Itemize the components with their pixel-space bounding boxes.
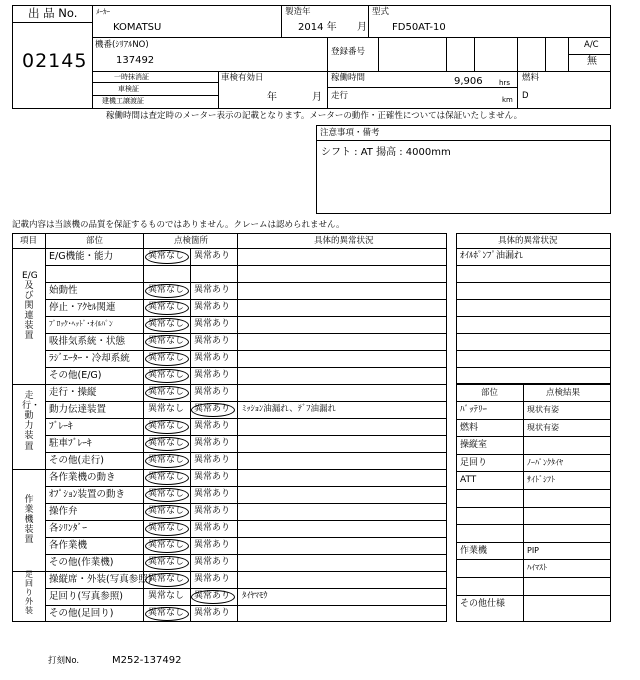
result-row-divider [456,559,611,560]
check-abnormal-option[interactable]: 異常あり [194,506,231,516]
selected-circle-mark [145,369,189,383]
table-row-divider [12,384,447,385]
notes-divider [316,140,611,141]
result-col-result: 点検結果 [546,388,581,398]
check-normal-option[interactable]: 異常なし [148,557,185,567]
check-normal-option[interactable]: 異常なし [148,251,185,261]
header-divider [474,37,475,71]
check-abnormal-option[interactable]: 異常あり [194,404,231,414]
selected-circle-mark [145,352,189,366]
ac-value: 無 [587,56,597,67]
check-normal-option[interactable]: 異常なし [148,302,185,312]
selected-circle-mark [145,607,189,621]
table-row-part: 走行・操縦 [49,387,97,398]
check-abnormal-option[interactable]: 異常あり [194,319,231,329]
check-abnormal-option[interactable]: 異常あり [194,353,231,363]
lot-label: 出 品 No. [28,6,78,20]
fuel-value: D [522,91,529,101]
model-value: FD50AT-10 [392,22,446,33]
header-divider [92,95,218,96]
serial-label: 機番(ｼﾘｱﾙNO) [95,40,149,50]
table-row-part: その他(走行) [49,455,104,466]
table-row-part: ﾌﾞﾛｯｸ･ﾍｯﾄﾞ･ｵｲﾙﾊﾟﾝ [49,319,113,328]
inspection-month-unit: 月 [312,92,322,103]
table-row-part: 操作弁 [49,506,78,517]
notes-label: 注意事項・備考 [320,128,380,138]
table-row-divider [45,605,447,606]
vehicle-cert-label: 車検証 [118,85,139,93]
table-row-divider [45,299,447,300]
table-row-part: 始動性 [49,285,78,296]
check-normal-option[interactable]: 異常なし [148,404,185,414]
table-row-part: 停止・ｱｸｾﾙ関連 [49,302,116,313]
mileage-unit: km [502,96,513,104]
result-row-part: 操縦室 [460,440,488,451]
result-header-divider [456,401,611,402]
reg-label: 登録番号 [331,47,366,57]
table-row-part: E/G機能・能力 [49,251,114,262]
check-normal-option[interactable]: 異常なし [148,608,185,618]
header-divider [568,37,569,71]
selected-circle-mark [145,471,189,485]
result-row-divider [456,471,611,472]
selected-circle-mark [145,250,189,264]
table-row-part: ﾗｼﾞｴｰﾀｰ・冷却系統 [49,353,130,364]
check-normal-option[interactable]: 異常なし [148,370,185,380]
selected-circle-mark [145,420,189,434]
year-label: 製造年 [285,7,311,17]
check-normal-option[interactable]: 異常なし [148,591,185,601]
check-normal-option[interactable]: 異常なし [148,489,185,499]
table-row-divider [45,537,447,538]
result-row-divider [456,436,611,437]
check-abnormal-option[interactable]: 異常あり [194,523,231,533]
header-divider [218,71,219,109]
check-normal-option[interactable]: 異常なし [148,523,185,533]
header-divider [378,37,379,71]
inspection-year-unit: 年 [267,92,277,103]
table-row-divider [45,418,447,419]
group-label: 作業機装置 [24,494,34,546]
result-row-value: 現状有姿 [527,422,559,432]
result-row-divider [456,542,611,543]
notes-box [316,125,611,214]
selected-circle-mark [145,539,189,553]
table-row-part: その他(作業機) [49,557,114,568]
group-label: E/G及び関連装置 [22,270,38,342]
table-col-divider [143,233,144,622]
check-abnormal-option[interactable]: 異常あり [194,438,231,448]
table-row-divider [45,554,447,555]
mileage-label: 走行 [331,91,349,101]
table-row-part: 各ｼﾘﾝﾀﾞｰ [49,523,88,534]
table-row-divider [45,265,447,266]
table-row-divider [45,401,447,402]
right-detail-divider [456,299,611,300]
inspection-expiry-label: 車検有効日 [221,73,264,83]
right-detail-divider [456,333,611,334]
check-abnormal-option[interactable]: 異常あり [194,251,231,261]
engraving-value: M252-137492 [112,655,182,666]
result-row-divider [456,507,611,508]
table-row-part: 足回り(写真参照) [49,591,123,602]
table-row-divider [45,435,447,436]
table-row-divider [45,486,447,487]
right-detail-divider [456,282,611,283]
temp-reg-label: 一時抹消証 [114,73,149,81]
header-divider [281,5,282,37]
hours-notice: 稼働時間は査定時のメーター表示の記載となります。メーターの動作・正確性については保証いたしません。 [106,111,523,121]
check-abnormal-option[interactable]: 異常あり [194,455,231,465]
selected-circle-mark [145,335,189,349]
header-divider [568,54,611,55]
selected-circle-mark [191,590,235,604]
check-abnormal-option[interactable]: 異常あり [194,608,231,618]
result-col-divider [523,384,524,622]
check-abnormal-option[interactable]: 異常あり [194,285,231,295]
result-row-value: ﾊｲﾏｽﾄ [527,563,547,573]
table-row-divider [45,452,447,453]
right-detail-divider [456,350,611,351]
check-abnormal-option[interactable]: 異常あり [194,574,231,584]
result-row-part: その他仕様 [460,598,506,609]
check-normal-option[interactable]: 異常なし [148,574,185,584]
selected-circle-mark [145,318,189,332]
header-divider [446,37,447,71]
check-normal-option[interactable]: 異常なし [148,506,185,516]
notes-text: シフト : AT 揚高 : 4000mm [321,147,451,158]
selected-circle-mark [145,522,189,536]
table-row-part: 吸排気系統・状態 [49,336,126,347]
check-normal-option[interactable]: 異常なし [148,455,185,465]
result-row-part: 足回り [460,457,488,468]
right-detail-divider [456,367,611,368]
hours-value: 9,906 [454,76,483,87]
table-row-divider [45,588,447,589]
table-row-divider [45,316,447,317]
engraving-label: 打刻No. [48,656,80,666]
month-unit: 月 [357,22,367,33]
table-row-part: 各作業機 [49,540,88,551]
result-row-value: ｻｲﾄﾞｼﾌﾄ [527,475,555,485]
col-check-header: 点検箇所 [174,236,209,246]
result-row-divider [456,577,611,578]
right-detail-divider [456,265,611,266]
col-detail-header: 具体的異常状況 [314,236,374,246]
result-table-frame [456,384,611,622]
right-detail-divider [456,248,611,249]
check-normal-option[interactable]: 異常なし [148,285,185,295]
check-normal-option[interactable]: 異常なし [148,336,185,346]
table-col-divider [45,233,46,622]
check-abnormal-option[interactable]: 異常あり [194,591,231,601]
result-row-divider [456,419,611,420]
construction-cert-label: 建機工譲渡証 [102,97,144,105]
group-label: 走行・動力装置 [22,391,41,452]
check-normal-option[interactable]: 異常なし [148,540,185,550]
table-row-divider [12,469,447,470]
header-divider [92,82,218,83]
check-abnormal-option[interactable]: 異常あり [194,387,231,397]
selected-circle-mark [145,301,189,315]
table-header-divider [12,248,447,249]
table-row-part: 操縦席・外装(写真参照) [49,574,152,585]
col-item-header: 項目 [20,236,38,246]
header-divider [92,5,93,109]
maker-label: ﾒｰｶｰ [96,8,110,16]
selected-circle-mark [145,488,189,502]
result-row-value: PIP [527,545,540,555]
header-divider [368,5,369,37]
result-row-divider [456,454,611,455]
check-normal-option[interactable]: 異常なし [148,472,185,482]
table-row-divider [45,350,447,351]
result-row-divider [456,595,611,596]
table-row-part: 駐車ﾌﾞﾚｰｷ [49,438,92,449]
check-abnormal-option[interactable]: 異常あり [194,489,231,499]
hours-label: 稼働時間 [331,73,366,83]
check-abnormal-option[interactable]: 異常あり [194,557,231,567]
selected-circle-mark [145,437,189,451]
table-row-part: その他(足回り) [49,608,114,619]
ac-label: A/C [584,40,599,50]
table-row-divider [45,333,447,334]
right-detail-divider [456,316,611,317]
header-divider [12,22,92,23]
right-detail-text: ｵｲﾙﾎﾟﾝﾌﾟ油漏れ [460,251,524,261]
table-row-detail: ﾐｯｼｮﾝ油漏れ、ﾃﾞﾌ油漏れ [242,404,337,414]
table-row-part: ｵﾌﾟｼｮﾝ装置の動き [49,489,126,500]
model-label: 型式 [372,7,390,17]
check-abnormal-option[interactable]: 異常あり [194,540,231,550]
selected-circle-mark [145,505,189,519]
table-row-part: その他(E/G) [49,370,102,381]
disclaimer: 記載内容は当該機の品質を保証するものではありません。クレームは認められません。 [12,220,345,230]
result-row-divider [456,524,611,525]
selected-circle-mark [145,284,189,298]
group-label: 足回り外装 [25,570,33,616]
table-row-part: 各作業機の動き [49,472,116,483]
table-row-divider [45,367,447,368]
check-normal-option[interactable]: 異常なし [148,421,185,431]
selected-circle-mark [145,454,189,468]
selected-circle-mark [145,386,189,400]
hours-unit: hrs [499,79,510,87]
check-normal-option[interactable]: 異常なし [148,438,185,448]
result-row-divider [456,489,611,490]
result-row-value: 現状有姿 [527,405,559,414]
check-abnormal-option[interactable]: 異常あり [194,370,231,380]
table-row-divider [45,520,447,521]
result-row-part: 燃料 [460,422,479,433]
selected-circle-mark [145,573,189,587]
selected-circle-mark [191,403,235,417]
col-part-header: 部位 [86,236,104,246]
check-abnormal-option[interactable]: 異常あり [194,421,231,431]
check-abnormal-option[interactable]: 異常あり [194,472,231,482]
table-col-divider [237,233,238,622]
header-divider [545,37,546,71]
selected-circle-mark [145,556,189,570]
table-row-divider [45,503,447,504]
result-row-part: ATT [460,475,477,486]
serial-value: 137492 [116,55,155,66]
table-row-divider [45,282,447,283]
check-normal-option[interactable]: 異常なし [148,387,185,397]
check-normal-option[interactable]: 異常なし [148,353,185,363]
table-row-part: 動力伝達装置 [49,404,107,415]
right-detail-header: 具体的異常状況 [498,236,558,246]
header-divider [517,37,518,109]
header-divider [327,87,517,88]
result-row-part: ﾊﾞｯﾃﾘｰ [460,405,488,415]
fuel-label: 燃料 [522,73,540,83]
check-abnormal-option[interactable]: 異常あり [194,336,231,346]
table-row-part: ﾌﾞﾚｰｷ [49,421,73,432]
table-row-detail: ﾀｲﾔﾏﾓｳ [242,591,268,601]
table-row-divider [12,571,447,572]
check-normal-option[interactable]: 異常なし [148,319,185,329]
result-col-part: 部位 [481,388,499,398]
header-divider [327,37,328,109]
result-row-part: 作業機 [460,545,488,556]
header-divider [92,71,611,72]
lot-number: 02145 [22,50,88,72]
maker-value: KOMATSU [113,22,162,33]
check-abnormal-option[interactable]: 異常あり [194,302,231,312]
header-divider [92,37,611,38]
year-value: 2014 年 [298,22,337,33]
result-row-value: ﾉｰﾊﾟﾝｸﾀｲﾔ [527,457,563,467]
